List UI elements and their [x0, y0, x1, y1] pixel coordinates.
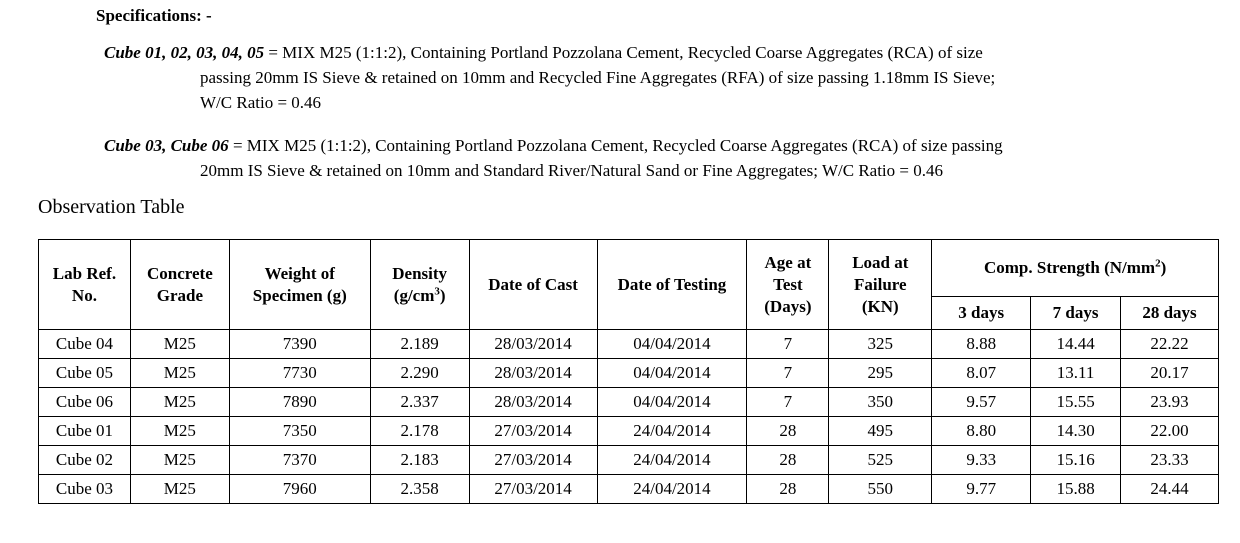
lab-ref-cell: Cube 06 — [39, 388, 131, 417]
weight-cell: 7730 — [229, 359, 370, 388]
density-cell: 2.183 — [370, 446, 469, 475]
strength-3-days-cell: 9.77 — [932, 475, 1031, 504]
table-row — [39, 417, 1219, 446]
header-comp-strength: Comp. Strength $(N/mm^2)$ — [932, 240, 1219, 297]
strength-7-days-cell: 15.55 — [1031, 388, 1121, 417]
header-date-of-cast: Date of Cast — [469, 240, 597, 330]
age-cell: 28 — [747, 417, 829, 446]
specifications-title: Specifications: - — [96, 6, 212, 25]
weight-cell: 7890 — [229, 388, 370, 417]
strength-28-days-cell: 23.93 — [1121, 388, 1219, 417]
strength-28-days-cell: 22.22 — [1121, 330, 1219, 359]
header-date-of-testing: Date of Testing — [597, 240, 747, 330]
lab-ref-cell: Cube 02 — [39, 446, 131, 475]
date-cast-cell: 28/03/2014 — [469, 330, 597, 359]
header-28-days: 28 days — [1121, 297, 1219, 330]
spec-line: W/C Ratio = 0.46 — [200, 93, 322, 112]
strength-7-days-cell: 14.44 — [1031, 330, 1121, 359]
date-cast-cell: 28/03/2014 — [469, 359, 597, 388]
strength-28-days-cell: 24.44 — [1121, 475, 1219, 504]
strength-3-days-cell: 8.07 — [932, 359, 1031, 388]
spec-text: = MIX M25 (1:1:2), Containing Portland Pozzolana Cement, Recycled Coarse Aggregates (RCA) of size — [264, 43, 983, 62]
date-testing-cell: 24/04/2014 — [597, 417, 747, 446]
spec-label: Cube 01, 02, 03, 04, 05 — [104, 43, 265, 62]
spec-line: passing 20mm IS Sieve & retained on 10mm and Recycled Fine Aggregates (RFA) of size passing 1.18mm IS Sieve; — [200, 68, 996, 87]
lab-ref-cell: Cube 05 — [39, 359, 131, 388]
strength-7-days-cell: 15.88 — [1031, 475, 1121, 504]
date-cast-cell: 27/03/2014 — [469, 417, 597, 446]
density-cell: 2.337 — [370, 388, 469, 417]
load-cell: 550 — [829, 475, 932, 504]
load-cell: 350 — [829, 388, 932, 417]
table-body — [39, 330, 1219, 504]
spec-label: Cube 03, Cube 06 — [104, 136, 229, 155]
lab-ref-cell: Cube 01 — [39, 417, 131, 446]
density-cell: 2.178 — [370, 417, 469, 446]
date-cast-cell: 28/03/2014 — [469, 388, 597, 417]
observation-table — [38, 239, 1219, 504]
age-cell: 7 — [747, 330, 829, 359]
strength-28-days-cell: 23.33 — [1121, 446, 1219, 475]
header-weight: Weight of Specimen (g) — [229, 240, 370, 330]
header-concrete-grade: Concrete Grade — [130, 240, 229, 330]
density-cell: 2.358 — [370, 475, 469, 504]
load-cell: 295 — [829, 359, 932, 388]
load-cell: 525 — [829, 446, 932, 475]
header-load-at-failure: Load at Failure (KN) — [829, 240, 932, 330]
spec-line — [104, 133, 1003, 158]
specification-item — [104, 133, 1003, 183]
date-testing-cell: 24/04/2014 — [597, 446, 747, 475]
table-row — [39, 475, 1219, 504]
table-row — [39, 330, 1219, 359]
load-cell: 325 — [829, 330, 932, 359]
weight-cell: 7350 — [229, 417, 370, 446]
spec-line: 20mm IS Sieve & retained on 10mm and Standard River/Natural Sand or Fine Aggregates; W/C Ratio = 0.46 — [200, 161, 943, 180]
load-cell: 495 — [829, 417, 932, 446]
table-header-row — [39, 240, 1219, 297]
observation-table-title: Observation Table — [38, 196, 185, 218]
date-testing-cell: 04/04/2014 — [597, 388, 747, 417]
date-testing-cell: 04/04/2014 — [597, 359, 747, 388]
header-7-days: 7 days — [1031, 297, 1121, 330]
header-age-at-test: Age at Test (Days) — [747, 240, 829, 330]
spec-text: = MIX M25 (1:1:2), Containing Portland Pozzolana Cement, Recycled Coarse Aggregates (RCA) of size passing — [228, 136, 1003, 155]
strength-7-days-cell: 15.16 — [1031, 446, 1121, 475]
table-row — [39, 446, 1219, 475]
density-cell: 2.290 — [370, 359, 469, 388]
date-testing-cell: 04/04/2014 — [597, 330, 747, 359]
table-row — [39, 359, 1219, 388]
strength-7-days-cell: 13.11 — [1031, 359, 1121, 388]
header-lab-ref: Lab Ref. No. — [39, 240, 131, 330]
strength-28-days-cell: 22.00 — [1121, 417, 1219, 446]
age-cell: 28 — [747, 446, 829, 475]
strength-3-days-cell: 9.57 — [932, 388, 1031, 417]
age-cell: 7 — [747, 359, 829, 388]
strength-3-days-cell: 8.80 — [932, 417, 1031, 446]
grade-cell: M25 — [130, 388, 229, 417]
specification-item — [104, 40, 995, 115]
age-cell: 28 — [747, 475, 829, 504]
weight-cell: 7960 — [229, 475, 370, 504]
grade-cell: M25 — [130, 417, 229, 446]
header-density: Density $(g/cm^3)$ — [370, 240, 469, 330]
strength-28-days-cell: 20.17 — [1121, 359, 1219, 388]
date-cast-cell: 27/03/2014 — [469, 446, 597, 475]
grade-cell: M25 — [130, 446, 229, 475]
strength-3-days-cell: 9.33 — [932, 446, 1031, 475]
density-cell: 2.189 — [370, 330, 469, 359]
strength-3-days-cell: 8.88 — [932, 330, 1031, 359]
header-3-days: 3 days — [932, 297, 1031, 330]
date-cast-cell: 27/03/2014 — [469, 475, 597, 504]
lab-ref-cell: Cube 03 — [39, 475, 131, 504]
weight-cell: 7370 — [229, 446, 370, 475]
grade-cell: M25 — [130, 475, 229, 504]
age-cell: 7 — [747, 388, 829, 417]
lab-ref-cell: Cube 04 — [39, 330, 131, 359]
table-row — [39, 388, 1219, 417]
grade-cell: M25 — [130, 330, 229, 359]
strength-7-days-cell: 14.30 — [1031, 417, 1121, 446]
date-testing-cell: 24/04/2014 — [597, 475, 747, 504]
grade-cell: M25 — [130, 359, 229, 388]
spec-line — [104, 40, 995, 65]
weight-cell: 7390 — [229, 330, 370, 359]
